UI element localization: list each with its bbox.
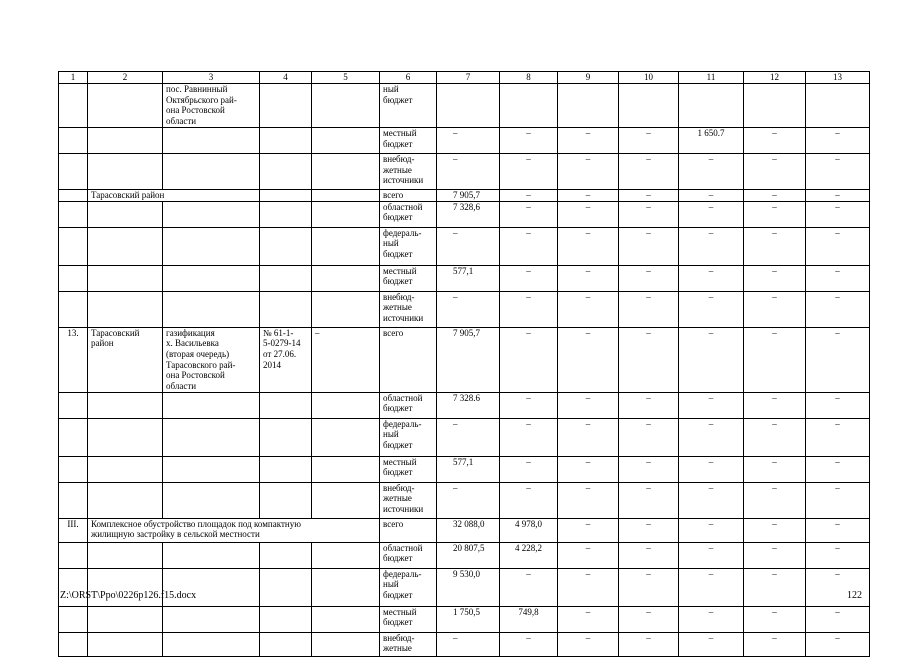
value-cell-11: – (679, 201, 744, 227)
funding-source-cell: областной бюджет (380, 542, 437, 568)
col5-cell (312, 265, 380, 291)
row-number-cell (59, 153, 88, 189)
value-cell-13: – (806, 327, 870, 392)
header-cell-11: 11 (679, 72, 744, 84)
col5-cell (312, 201, 380, 227)
funding-source-cell: областной бюджет (380, 392, 437, 418)
col5-cell (312, 542, 380, 568)
value-cell-13 (806, 84, 870, 128)
value-cell-10: – (619, 418, 679, 456)
row-number-cell: 13. (59, 327, 88, 392)
row-number-cell (59, 542, 88, 568)
budget-table (58, 71, 870, 657)
value-cell-8: – (500, 632, 558, 656)
value-cell-7: 1 750,5 (437, 606, 500, 632)
value-cell-12 (744, 84, 806, 128)
value-cell-13: – (806, 201, 870, 227)
document-cell (260, 392, 312, 418)
value-cell-13: – (806, 542, 870, 568)
table-row (59, 201, 870, 227)
value-cell-11 (679, 84, 744, 128)
object-cell (163, 153, 260, 189)
value-cell-7: 7 905,7 (437, 189, 500, 201)
funding-source-cell: всего (380, 327, 437, 392)
row-number-cell (59, 189, 88, 201)
value-cell-10: – (619, 265, 679, 291)
district-cell (88, 291, 163, 327)
page-number: 122 (847, 590, 862, 601)
value-cell-7: – (437, 482, 500, 518)
row-number-cell (59, 127, 88, 153)
col5-cell (312, 482, 380, 518)
col5-cell (312, 568, 380, 606)
value-cell-11: – (679, 189, 744, 201)
value-cell-11: – (679, 518, 744, 542)
value-cell-10: – (619, 227, 679, 265)
value-cell-12: – (744, 265, 806, 291)
row-number-cell (59, 291, 88, 327)
value-cell-8: – (500, 568, 558, 606)
object-cell (163, 632, 260, 656)
value-cell-11: – (679, 153, 744, 189)
value-cell-12: – (744, 189, 806, 201)
value-cell-10: – (619, 201, 679, 227)
value-cell-10: – (619, 153, 679, 189)
value-cell-10: – (619, 127, 679, 153)
district-cell (88, 456, 163, 482)
col5-cell (312, 153, 380, 189)
value-cell-13: – (806, 518, 870, 542)
district-cell (88, 227, 163, 265)
value-cell-11: – (679, 418, 744, 456)
value-cell-11: – (679, 482, 744, 518)
header-cell-13: 13 (806, 72, 870, 84)
document-cell: № 61-1- 5-0279-14 от 27.06. 2014 (260, 327, 312, 392)
col5-cell (312, 84, 380, 128)
col5-cell (312, 291, 380, 327)
value-cell-7: 9 530,0 (437, 568, 500, 606)
funding-source-cell: всего (380, 189, 437, 201)
value-cell-10: – (619, 189, 679, 201)
value-cell-8: 4 228,2 (500, 542, 558, 568)
value-cell-11: – (679, 227, 744, 265)
value-cell-8: – (500, 327, 558, 392)
table-row (59, 418, 870, 456)
col5-cell (312, 227, 380, 265)
funding-source-cell: областной бюджет (380, 201, 437, 227)
document-cell (260, 632, 312, 656)
value-cell-8: 4 978,0 (500, 518, 558, 542)
table-row (59, 265, 870, 291)
funding-source-cell: местный бюджет (380, 456, 437, 482)
document-cell (260, 84, 312, 128)
col5-cell (312, 632, 380, 656)
col5-cell (312, 418, 380, 456)
value-cell-10: – (619, 482, 679, 518)
value-cell-11: – (679, 456, 744, 482)
object-cell (163, 542, 260, 568)
object-cell (163, 392, 260, 418)
value-cell-13: – (806, 482, 870, 518)
value-cell-9: – (558, 392, 619, 418)
value-cell-12: – (744, 568, 806, 606)
value-cell-12: – (744, 227, 806, 265)
value-cell-7: – (437, 291, 500, 327)
value-cell-8: – (500, 153, 558, 189)
district-cell (88, 153, 163, 189)
value-cell-11: – (679, 632, 744, 656)
value-cell-12: – (744, 153, 806, 189)
value-cell-9: – (558, 265, 619, 291)
document-cell (260, 189, 312, 201)
value-cell-7: 577,1 (437, 456, 500, 482)
value-cell-9: – (558, 418, 619, 456)
value-cell-7: 7 905,7 (437, 327, 500, 392)
object-cell: газификация х. Васильевка (вторая очередь) Тарасовского рай- она Ростовской области (163, 327, 260, 392)
value-cell-12: – (744, 392, 806, 418)
object-cell (163, 227, 260, 265)
document-cell (260, 456, 312, 482)
table-row (59, 84, 870, 128)
value-cell-13: – (806, 227, 870, 265)
document-cell (260, 291, 312, 327)
value-cell-7: 32 088,0 (437, 518, 500, 542)
table-row (59, 327, 870, 392)
object-cell (163, 201, 260, 227)
value-cell-10: – (619, 327, 679, 392)
value-cell-12: – (744, 456, 806, 482)
value-cell-10 (619, 84, 679, 128)
row-number-cell (59, 201, 88, 227)
table-row (59, 518, 870, 542)
value-cell-7: 7 328.6 (437, 392, 500, 418)
funding-source-cell: федераль- ный бюджет (380, 227, 437, 265)
header-cell-7: 7 (437, 72, 500, 84)
value-cell-13: – (806, 606, 870, 632)
value-cell-13: – (806, 632, 870, 656)
value-cell-10: – (619, 518, 679, 542)
header-cell-8: 8 (500, 72, 558, 84)
header-cell-2: 2 (88, 72, 163, 84)
value-cell-11: – (679, 327, 744, 392)
row-number-cell: III. (59, 518, 88, 542)
table-row (59, 632, 870, 656)
value-cell-11: 1 650.7 (679, 127, 744, 153)
object-cell (163, 606, 260, 632)
value-cell-13: – (806, 265, 870, 291)
value-cell-7: – (437, 418, 500, 456)
funding-source-cell: внебюд- жетные источники (380, 482, 437, 518)
district-cell: Тарасовский район (88, 189, 260, 201)
value-cell-9: – (558, 227, 619, 265)
object-cell (163, 265, 260, 291)
value-cell-12: – (744, 418, 806, 456)
funding-source-cell: местный бюджет (380, 606, 437, 632)
object-cell: пос. Равнинный Октябрьского рай- она Ростовской области (163, 84, 260, 128)
document-cell (260, 568, 312, 606)
document-cell (260, 127, 312, 153)
row-number-cell (59, 392, 88, 418)
value-cell-10: – (619, 606, 679, 632)
value-cell-8: 749,8 (500, 606, 558, 632)
value-cell-8: – (500, 189, 558, 201)
value-cell-11: – (679, 392, 744, 418)
value-cell-8: – (500, 418, 558, 456)
header-cell-6: 6 (380, 72, 437, 84)
document-cell (260, 153, 312, 189)
district-cell (88, 392, 163, 418)
col5-cell (312, 127, 380, 153)
col5-cell (312, 392, 380, 418)
value-cell-12: – (744, 482, 806, 518)
header-cell-4: 4 (260, 72, 312, 84)
header-cell-10: 10 (619, 72, 679, 84)
table-row (59, 127, 870, 153)
value-cell-10: – (619, 568, 679, 606)
district-cell (88, 542, 163, 568)
value-cell-9: – (558, 201, 619, 227)
value-cell-8: – (500, 227, 558, 265)
value-cell-10: – (619, 632, 679, 656)
value-cell-13: – (806, 392, 870, 418)
funding-source-cell: внебюд- жетные (380, 632, 437, 656)
value-cell-9: – (558, 482, 619, 518)
object-cell (163, 418, 260, 456)
value-cell-13: – (806, 153, 870, 189)
funding-source-cell: внебюд- жетные источники (380, 153, 437, 189)
object-cell (163, 456, 260, 482)
document-cell (260, 542, 312, 568)
value-cell-7 (437, 84, 500, 128)
table-row (59, 542, 870, 568)
footer-path: Z:\ORST\Ppo\0226p126.f15.docx (60, 590, 197, 601)
value-cell-12: – (744, 291, 806, 327)
value-cell-9: – (558, 518, 619, 542)
value-cell-8: – (500, 291, 558, 327)
value-cell-13: – (806, 568, 870, 606)
table-row (59, 456, 870, 482)
document-cell (260, 227, 312, 265)
row-number-cell (59, 265, 88, 291)
value-cell-13: – (806, 189, 870, 201)
district-cell (88, 482, 163, 518)
row-number-cell (59, 456, 88, 482)
object-cell (163, 127, 260, 153)
value-cell-9: – (558, 291, 619, 327)
object-cell (163, 482, 260, 518)
value-cell-9: – (558, 189, 619, 201)
value-cell-7: 20 807,5 (437, 542, 500, 568)
value-cell-13: – (806, 127, 870, 153)
value-cell-11: – (679, 291, 744, 327)
row-number-cell (59, 606, 88, 632)
value-cell-13: – (806, 291, 870, 327)
value-cell-7: – (437, 127, 500, 153)
value-cell-7: 577,1 (437, 265, 500, 291)
value-cell-9 (558, 84, 619, 128)
district-cell (88, 84, 163, 128)
header-row (59, 72, 870, 84)
value-cell-11: – (679, 265, 744, 291)
header-cell-3: 3 (163, 72, 260, 84)
value-cell-9: – (558, 542, 619, 568)
row-number-cell (59, 227, 88, 265)
value-cell-10: – (619, 291, 679, 327)
district-cell (88, 127, 163, 153)
row-number-cell (59, 418, 88, 456)
row-number-cell (59, 84, 88, 128)
value-cell-13: – (806, 456, 870, 482)
object-cell (163, 291, 260, 327)
district-cell (88, 418, 163, 456)
table-row (59, 153, 870, 189)
header-cell-5: 5 (312, 72, 380, 84)
value-cell-11: – (679, 606, 744, 632)
value-cell-9: – (558, 127, 619, 153)
document-cell (260, 201, 312, 227)
value-cell-12: – (744, 542, 806, 568)
funding-source-cell: федераль- ный бюджет (380, 418, 437, 456)
row-number-cell (59, 632, 88, 656)
funding-source-cell: всего (380, 518, 437, 542)
value-cell-12: – (744, 127, 806, 153)
col5-cell (312, 606, 380, 632)
table-row (59, 606, 870, 632)
col5-cell: – (312, 327, 380, 392)
header-cell-1: 1 (59, 72, 88, 84)
value-cell-12: – (744, 201, 806, 227)
value-cell-8: – (500, 127, 558, 153)
value-cell-10: – (619, 456, 679, 482)
table-row (59, 227, 870, 265)
value-cell-7: – (437, 153, 500, 189)
col5-cell (312, 456, 380, 482)
value-cell-7: 7 328,6 (437, 201, 500, 227)
document-cell (260, 418, 312, 456)
value-cell-8: – (500, 456, 558, 482)
district-cell (88, 265, 163, 291)
funding-source-cell: местный бюджет (380, 127, 437, 153)
value-cell-12: – (744, 327, 806, 392)
value-cell-10: – (619, 542, 679, 568)
funding-source-cell: местный бюджет (380, 265, 437, 291)
value-cell-9: – (558, 568, 619, 606)
row-number-cell (59, 482, 88, 518)
document-cell (260, 606, 312, 632)
col5-cell (312, 189, 380, 201)
header-cell-12: 12 (744, 72, 806, 84)
value-cell-13: – (806, 418, 870, 456)
value-cell-8: – (500, 265, 558, 291)
district-cell (88, 606, 163, 632)
value-cell-10: – (619, 392, 679, 418)
value-cell-9: – (558, 606, 619, 632)
value-cell-7: – (437, 632, 500, 656)
document-cell (260, 482, 312, 518)
value-cell-11: – (679, 568, 744, 606)
district-cell (88, 632, 163, 656)
table-row (59, 392, 870, 418)
funding-source-cell: федераль- ный бюджет (380, 568, 437, 606)
value-cell-7: – (437, 227, 500, 265)
header-cell-9: 9 (558, 72, 619, 84)
value-cell-12: – (744, 632, 806, 656)
value-cell-8: – (500, 201, 558, 227)
table-row (59, 189, 870, 201)
value-cell-11: – (679, 542, 744, 568)
value-cell-12: – (744, 606, 806, 632)
value-cell-8: – (500, 482, 558, 518)
value-cell-12: – (744, 518, 806, 542)
value-cell-8 (500, 84, 558, 128)
value-cell-9: – (558, 456, 619, 482)
funding-source-cell: ный бюджет (380, 84, 437, 128)
value-cell-8: – (500, 392, 558, 418)
section-title-cell: Комплексное обустройство площадок под компактную жилищную застройку в сельской местности (88, 518, 380, 542)
table-row (59, 482, 870, 518)
district-cell (88, 201, 163, 227)
value-cell-9: – (558, 153, 619, 189)
document-cell (260, 265, 312, 291)
district-cell: Тарасовский район (88, 327, 163, 392)
value-cell-9: – (558, 632, 619, 656)
funding-source-cell: внебюд- жетные источники (380, 291, 437, 327)
table-row (59, 291, 870, 327)
value-cell-9: – (558, 327, 619, 392)
